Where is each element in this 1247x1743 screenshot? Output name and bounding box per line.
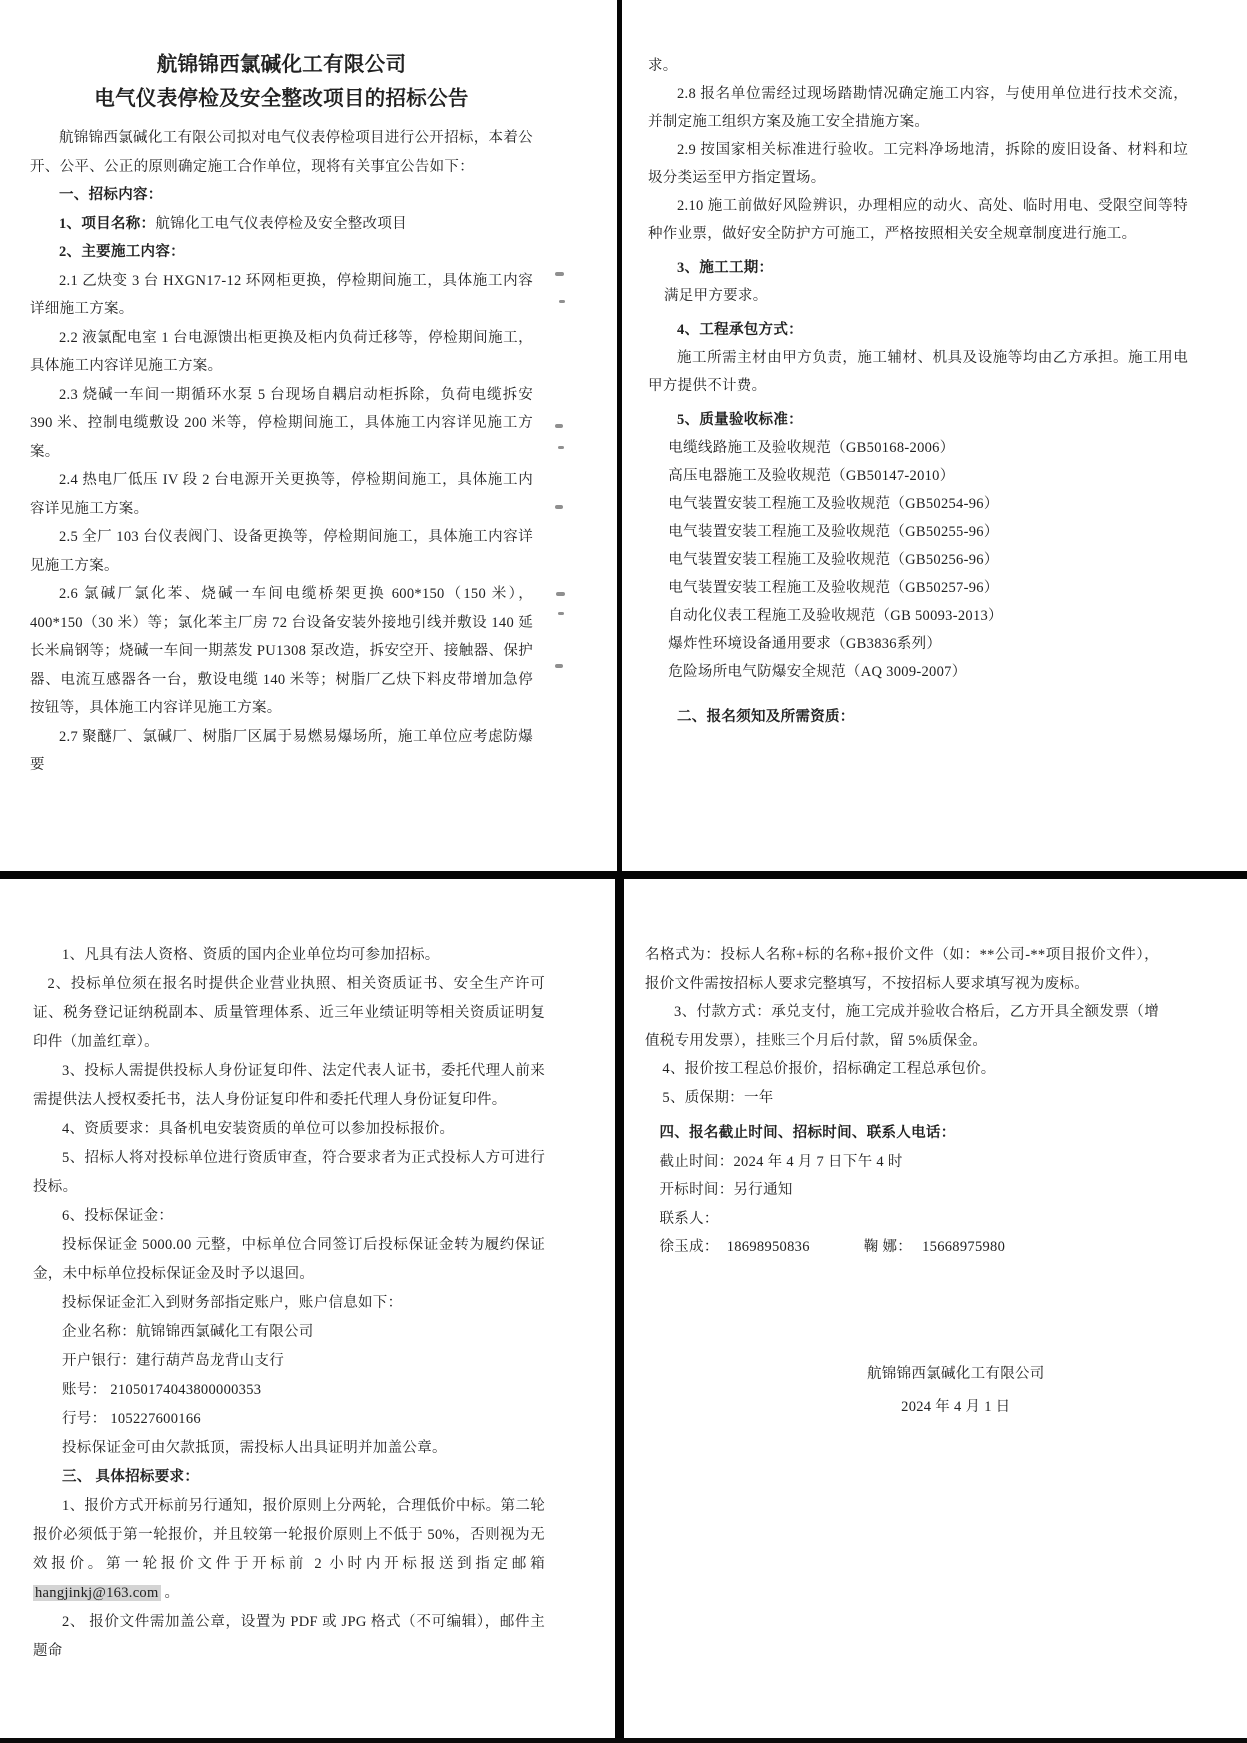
section-1-heading: 一、招标内容： [59,187,163,203]
contact-row [645,1233,1159,1262]
standard-item: 电缆线路施工及验收规范（GB50168-2006） [668,440,955,456]
account-number: 账号： 21050174043800000353 [62,1382,262,1398]
standard-item: 电气装置安装工程施工及验收规范（GB50255-96） [668,524,999,540]
work-item-2-9: 2.9 按国家相关标准进行验收。工完料净场地清，拆除的废旧设备、材料和垃圾分类运至甲方指定置场。 [648,142,1188,186]
contact-1-phone: 18698950836 [726,1239,810,1255]
bid-deposit-heading: 6、投标保证金： [62,1208,174,1224]
carry-over-text: 求。 [648,58,678,74]
contact-2-name: 鞠 娜： [863,1239,913,1255]
work-item-2-1: 2.1 乙炔变 3 台 HXGN17-12 环网柜更换，停检期间施工，具体施工内容详细施工方案。 [30,272,533,317]
document-title-line-2: 电气仪表停检及安全整改项目的招标公告 [94,88,469,110]
section-2-heading: 二、报名须知及所需资质： [677,709,855,725]
registration-item-3: 3、投标人需提供投标人身份证复印件、法定代表人证书，委托代理人前来需提供法人授权委托书，法人身份证复印件和委托代理人身份证复印件。 [33,1063,545,1108]
scan-artifact [555,424,563,428]
standard-item: 电气装置安装工程施工及验收规范（GB50254-96） [668,496,999,512]
contact-label: 联系人： [659,1210,719,1227]
work-item-2-6: 2.6 氯碱厂氯化苯、烧碱一车间电缆桥架更换 600*150（150 米），400*150（30 米）等；氯化苯主厂房 72 台设备安装外接地引线并敷设 140 延长米扁钢等；烧碱一车间一期蒸发 PU1308 泵改造，拆安空开、接触器、保护器、电流互感器各一台，敷设电缆 140 米等；树脂厂乙炔下料皮带增加急停按钮等，具体施工内容详见施工方案。 [30,586,533,716]
standard-item: 爆炸性环境设备通用要求（GB3836系列） [668,636,942,652]
work-item-2-8: 2.8 报名单位需经过现场踏勘情况确定施工内容，与使用单位进行技术交流，并制定施工组织方案及施工安全措施方案。 [648,86,1188,130]
contracting-method-heading: 4、工程承包方式： [677,322,803,338]
bid-deposit-paragraph-3: 投标保证金可由欠款抵顶，需投标人出具证明并加盖公章。 [62,1440,447,1456]
bank-branch-number: 行号： 105227600166 [62,1411,201,1427]
bidding-requirement-1 [33,1492,545,1608]
work-item-2-5: 2.5 全厂 103 台仪表阀门、设备更换等，停检期间施工，具体施工内容详见施工方案。 [30,529,533,574]
bid-deposit-paragraph-2: 投标保证金汇入到财务部指定账户，账户信息如下： [62,1295,403,1311]
scan-artifact [558,446,564,449]
page-4 [624,879,1247,1737]
construction-period-heading: 3、施工工期： [677,260,774,276]
work-item-2-7: 2.7 聚醚厂、氯碱厂、树脂厂区属于易燃易爆场所，施工单位应考虑防爆要 [30,728,533,773]
bid-deposit-paragraph-1: 投标保证金 5000.00 元整，中标单位合同签订后投标保证金转为履约保证金，未中标单位投标保证金及时予以退回。 [33,1237,545,1282]
account-bank: 开户银行：建行葫芦岛龙背山支行 [62,1353,284,1369]
warranty-period: 5、质保期：一年 [662,1089,774,1106]
registration-item-2: 2、投标单位须在报名时提供企业营业执照、相关资质证书、安全生产许可证、税务登记证纳税副本、质量管理体系、近三年业绩证明等相关资质证明复印件（加盖红章）。 [33,976,545,1050]
page-2 [622,0,1247,871]
work-item-2-4: 2.4 热电厂低压 IV 段 2 台电源开关更换等，停检期间施工，具体施工内容详见施工方案。 [30,472,533,517]
registration-item-5: 5、招标人将对投标单位进行资质审查，符合要求者为正式投标人方可进行投标。 [33,1150,545,1195]
section-4-heading: 四、报名截止时间、招标时间、联系人电话： [659,1125,956,1141]
signature-date: 2024 年 4 月 1 日 [901,1398,1011,1415]
signature-company: 航锦锦西氯碱化工有限公司 [867,1365,1045,1382]
project-name-line [30,210,533,239]
work-item-2-10: 2.10 施工前做好风险辨识，办理相应的动火、高处、临时用电、受限空间等特种作业票，做好安全防护方可施工，严格按照相关安全规章制度进行施工。 [648,198,1188,242]
scan-artifact [555,505,563,509]
registration-item-4: 4、资质要求：具备机电安装资质的单位可以参加投标报价。 [62,1121,455,1137]
project-name-label: 1、项目名称： [59,215,156,232]
work-item-2-2: 2.2 液氯配电室 1 台电源馈出柜更换及柜内负荷迁移等，停检期间施工，具体施工内容详见施工方案。 [30,329,533,374]
page-divider-vertical-top [617,0,622,871]
standard-item: 自动化仪表工程施工及验收规范（GB 50093-2013） [668,608,1003,624]
construction-period-body: 满足甲方要求。 [663,288,768,304]
scan-artifact [555,664,563,668]
bidding-requirement-2: 2、 报价文件需加盖公章，设置为 PDF 或 JPG 格式（不可编辑），邮件主题命 [33,1614,545,1659]
standard-item: 高压电器施工及验收规范（GB50147-2010） [668,468,955,484]
contracting-method-body: 施工所需主材由甲方负责，施工辅材、机具及设施等均由乙方承担。施工用电甲方提供不计费。 [648,350,1188,394]
page-3 [0,879,615,1737]
standard-item: 电气装置安装工程施工及验收规范（GB50257-96） [668,580,999,596]
intro-paragraph: 航锦锦西氯碱化工有限公司拟对电气仪表停检项目进行公开招标，本着公开、公平、公正的原则确定施工合作单位，现将有关事宜公告如下： [30,130,533,175]
page-divider-vertical-bottom [615,871,624,1743]
requirement-1-tail: 。 [160,1585,180,1601]
section-3-heading: 三、 具体招标要求： [62,1469,200,1485]
registration-deadline: 截止时间：2024 年 4 月 7 日下午 4 时 [659,1153,903,1170]
quality-standards-heading: 5、质量验收标准： [677,412,803,428]
scan-artifact [558,612,564,615]
page-1 [0,0,617,871]
account-company-name: 企业名称：航锦锦西氯碱化工有限公司 [62,1324,314,1340]
scan-bottom-edge [0,1738,1247,1743]
bid-opening-time: 开标时间：另行通知 [659,1182,793,1198]
payment-terms: 3、付款方式：承兑支付，施工完成并验收合格后，乙方开具全额发票（增值税专用发票），挂账三个月后付款，留 5%质保金。 [645,1004,1159,1049]
email-address: hangjinkj@163.com [35,1585,159,1601]
work-item-2-3: 2.3 烧碱一车间一期循环水泵 5 台现场自耦启动柜拆除，负荷电缆拆安 390 米、控制电缆敷设 200 米等，停检期间施工，具体施工内容详见施工方案。 [30,386,533,460]
work-content-heading: 2、主要施工内容： [59,244,185,260]
project-name-value: 航锦化工电气仪表停检及安全整改项目 [155,215,407,232]
document-title-line-1: 航锦锦西氯碱化工有限公司 [156,54,407,76]
scan-artifact [556,592,565,596]
contact-2-phone: 15668975980 [922,1239,1006,1255]
registration-item-1: 1、凡具有法人资格、资质的国内企业单位均可参加招标。 [62,947,440,963]
scan-artifact [555,272,564,276]
quotation-basis: 4、报价按工程总价报价，招标确定工程总承包价。 [662,1061,996,1077]
standard-item: 危险场所电气防爆安全规范（AQ 3009-2007） [668,664,967,680]
requirement-1-text: 1、报价方式开标前另行通知，报价原则上分两轮，合理低价中标。第二轮报价必须低于第一轮报价，并且较第一轮报价原则上不低于 50%，否则视为无效报价。第一轮报价文件于开标前 2 小时内开标报送到指定邮箱 [33,1498,545,1572]
scan-artifact [559,300,565,303]
contact-1-name: 徐玉成： [659,1239,719,1255]
standard-item: 电气装置安装工程施工及验收规范（GB50256-96） [668,552,999,568]
carry-over-text: 名格式为：投标人名称+标的名称+报价文件（如：**公司-**项目报价文件），报价文件需按招标人要求完整填写，不按招标人要求填写视为废标。 [645,947,1159,992]
signature-block [867,1358,1045,1424]
